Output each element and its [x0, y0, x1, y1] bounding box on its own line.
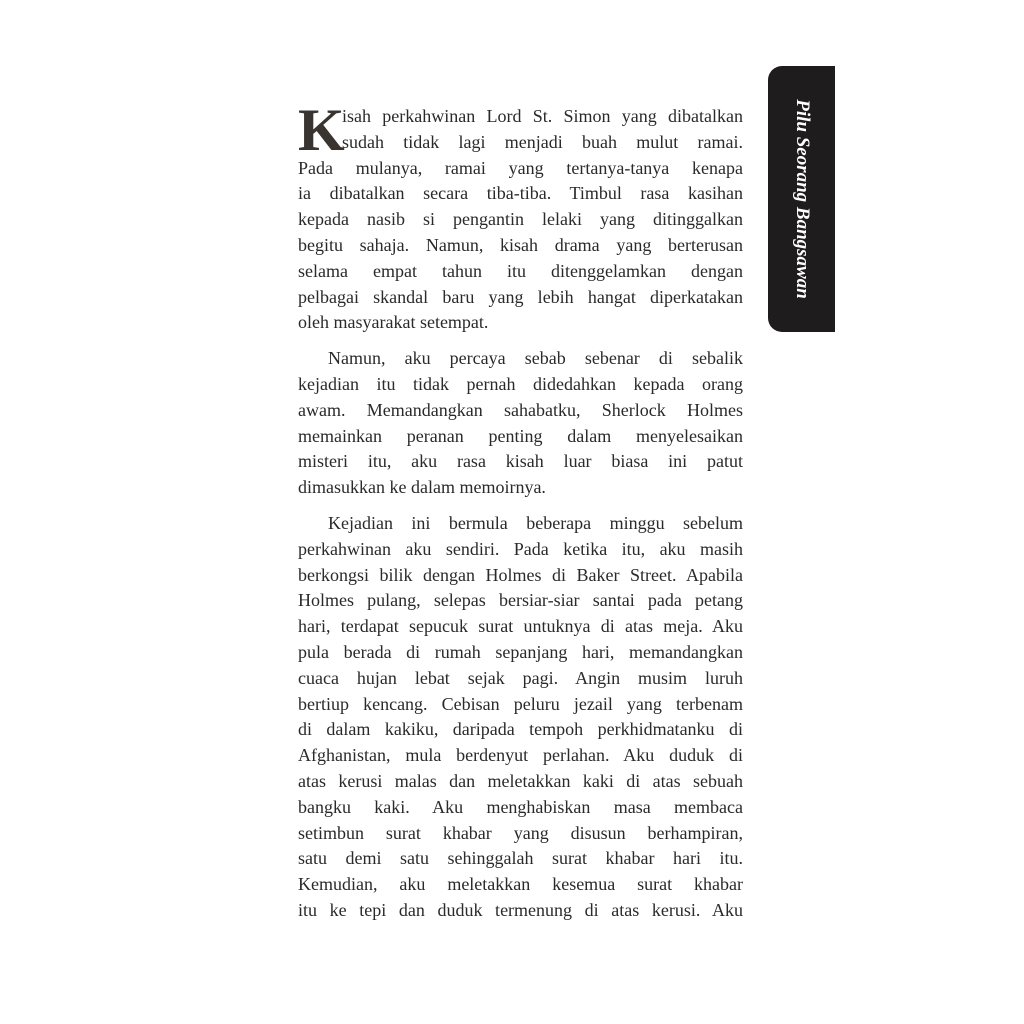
text-line: Kemudian, aku meletakkan kesemua surat khabar: [298, 874, 743, 895]
text-line: memainkan peranan penting dalam menyelesaikan: [298, 425, 743, 446]
text-line: begitu sahaja. Namun, kisah drama yang berterusan: [298, 234, 743, 255]
text-line: cuaca hujan lebat sejak pagi. Angin musim luruh: [298, 667, 743, 688]
text-line: Kejadian ini bermula beberapa minggu sebelum: [328, 512, 743, 533]
text-line: ia dibatalkan secara tiba-tiba. Timbul rasa kasihan: [298, 183, 743, 204]
text-line: bertiup kencang. Cebisan peluru jezail yang terbenam: [298, 693, 743, 714]
text-line: berkongsi bilik dengan Holmes di Baker Street. Apabila: [298, 564, 743, 585]
text-line: pula berada di rumah sepanjang hari, memandangkan: [298, 641, 743, 662]
text-line: sudah tidak lagi menjadi buah mulut ramai.: [342, 131, 743, 152]
text-line: kejadian itu tidak pernah didedahkan kepada orang: [298, 373, 743, 394]
text-line: Pada mulanya, ramai yang tertanya-tanya kenapa: [298, 157, 743, 178]
text-line: di dalam kakiku, daripada tempoh perkhidmatanku di: [298, 719, 743, 740]
text-line: satu demi satu sehinggalah surat khabar hari itu.: [298, 848, 743, 869]
text-line: misteri itu, aku rasa kisah luar biasa ini patut: [298, 451, 743, 472]
text-line: itu ke tepi dan duduk termenung di atas kerusi. Aku: [298, 899, 743, 920]
text-line: bangku kaki. Aku menghabiskan masa membaca: [298, 796, 743, 817]
text-line: pelbagai skandal baru yang lebih hangat diperkatakan: [298, 286, 743, 307]
drop-cap: K: [298, 97, 345, 163]
paragraph: [298, 97, 743, 336]
text-line: Holmes pulang, selepas bersiar-siar santai pada petang: [298, 590, 743, 611]
text-line: kepada nasib si pengantin lelaki yang ditinggalkan: [298, 209, 743, 230]
paragraph: [298, 511, 743, 924]
text-line: awam. Memandangkan sahabatku, Sherlock Holmes: [298, 399, 743, 420]
text-line: hari, terdapat sepucuk surat untuknya di atas meja. Aku: [298, 616, 743, 637]
text-line: oleh masyarakat setempat.: [298, 312, 489, 333]
text-line: atas kerusi malas dan meletakkan kaki di atas sebuah: [298, 770, 743, 791]
text-line: Afghanistan, mula berdenyut perlahan. Aku duduk di: [298, 745, 743, 766]
paragraph: [298, 346, 743, 501]
text-line: dimasukkan ke dalam memoirnya.: [298, 477, 546, 498]
text-line: isah perkahwinan Lord St. Simon yang dibatalkan: [342, 106, 743, 126]
text-line: selama empat tahun itu ditenggelamkan dengan: [298, 260, 743, 281]
text-line: Namun, aku percaya sebab sebenar di sebalik: [328, 348, 743, 369]
chapter-tab: [768, 66, 835, 332]
text-line: perkahwinan aku sendiri. Pada ketika itu, aku masih: [298, 538, 743, 559]
chapter-title: Pilu Seorang Bangsawan: [791, 99, 813, 299]
body-text: [298, 97, 743, 934]
text-line: setimbun surat khabar yang disusun berhampiran,: [298, 822, 743, 843]
